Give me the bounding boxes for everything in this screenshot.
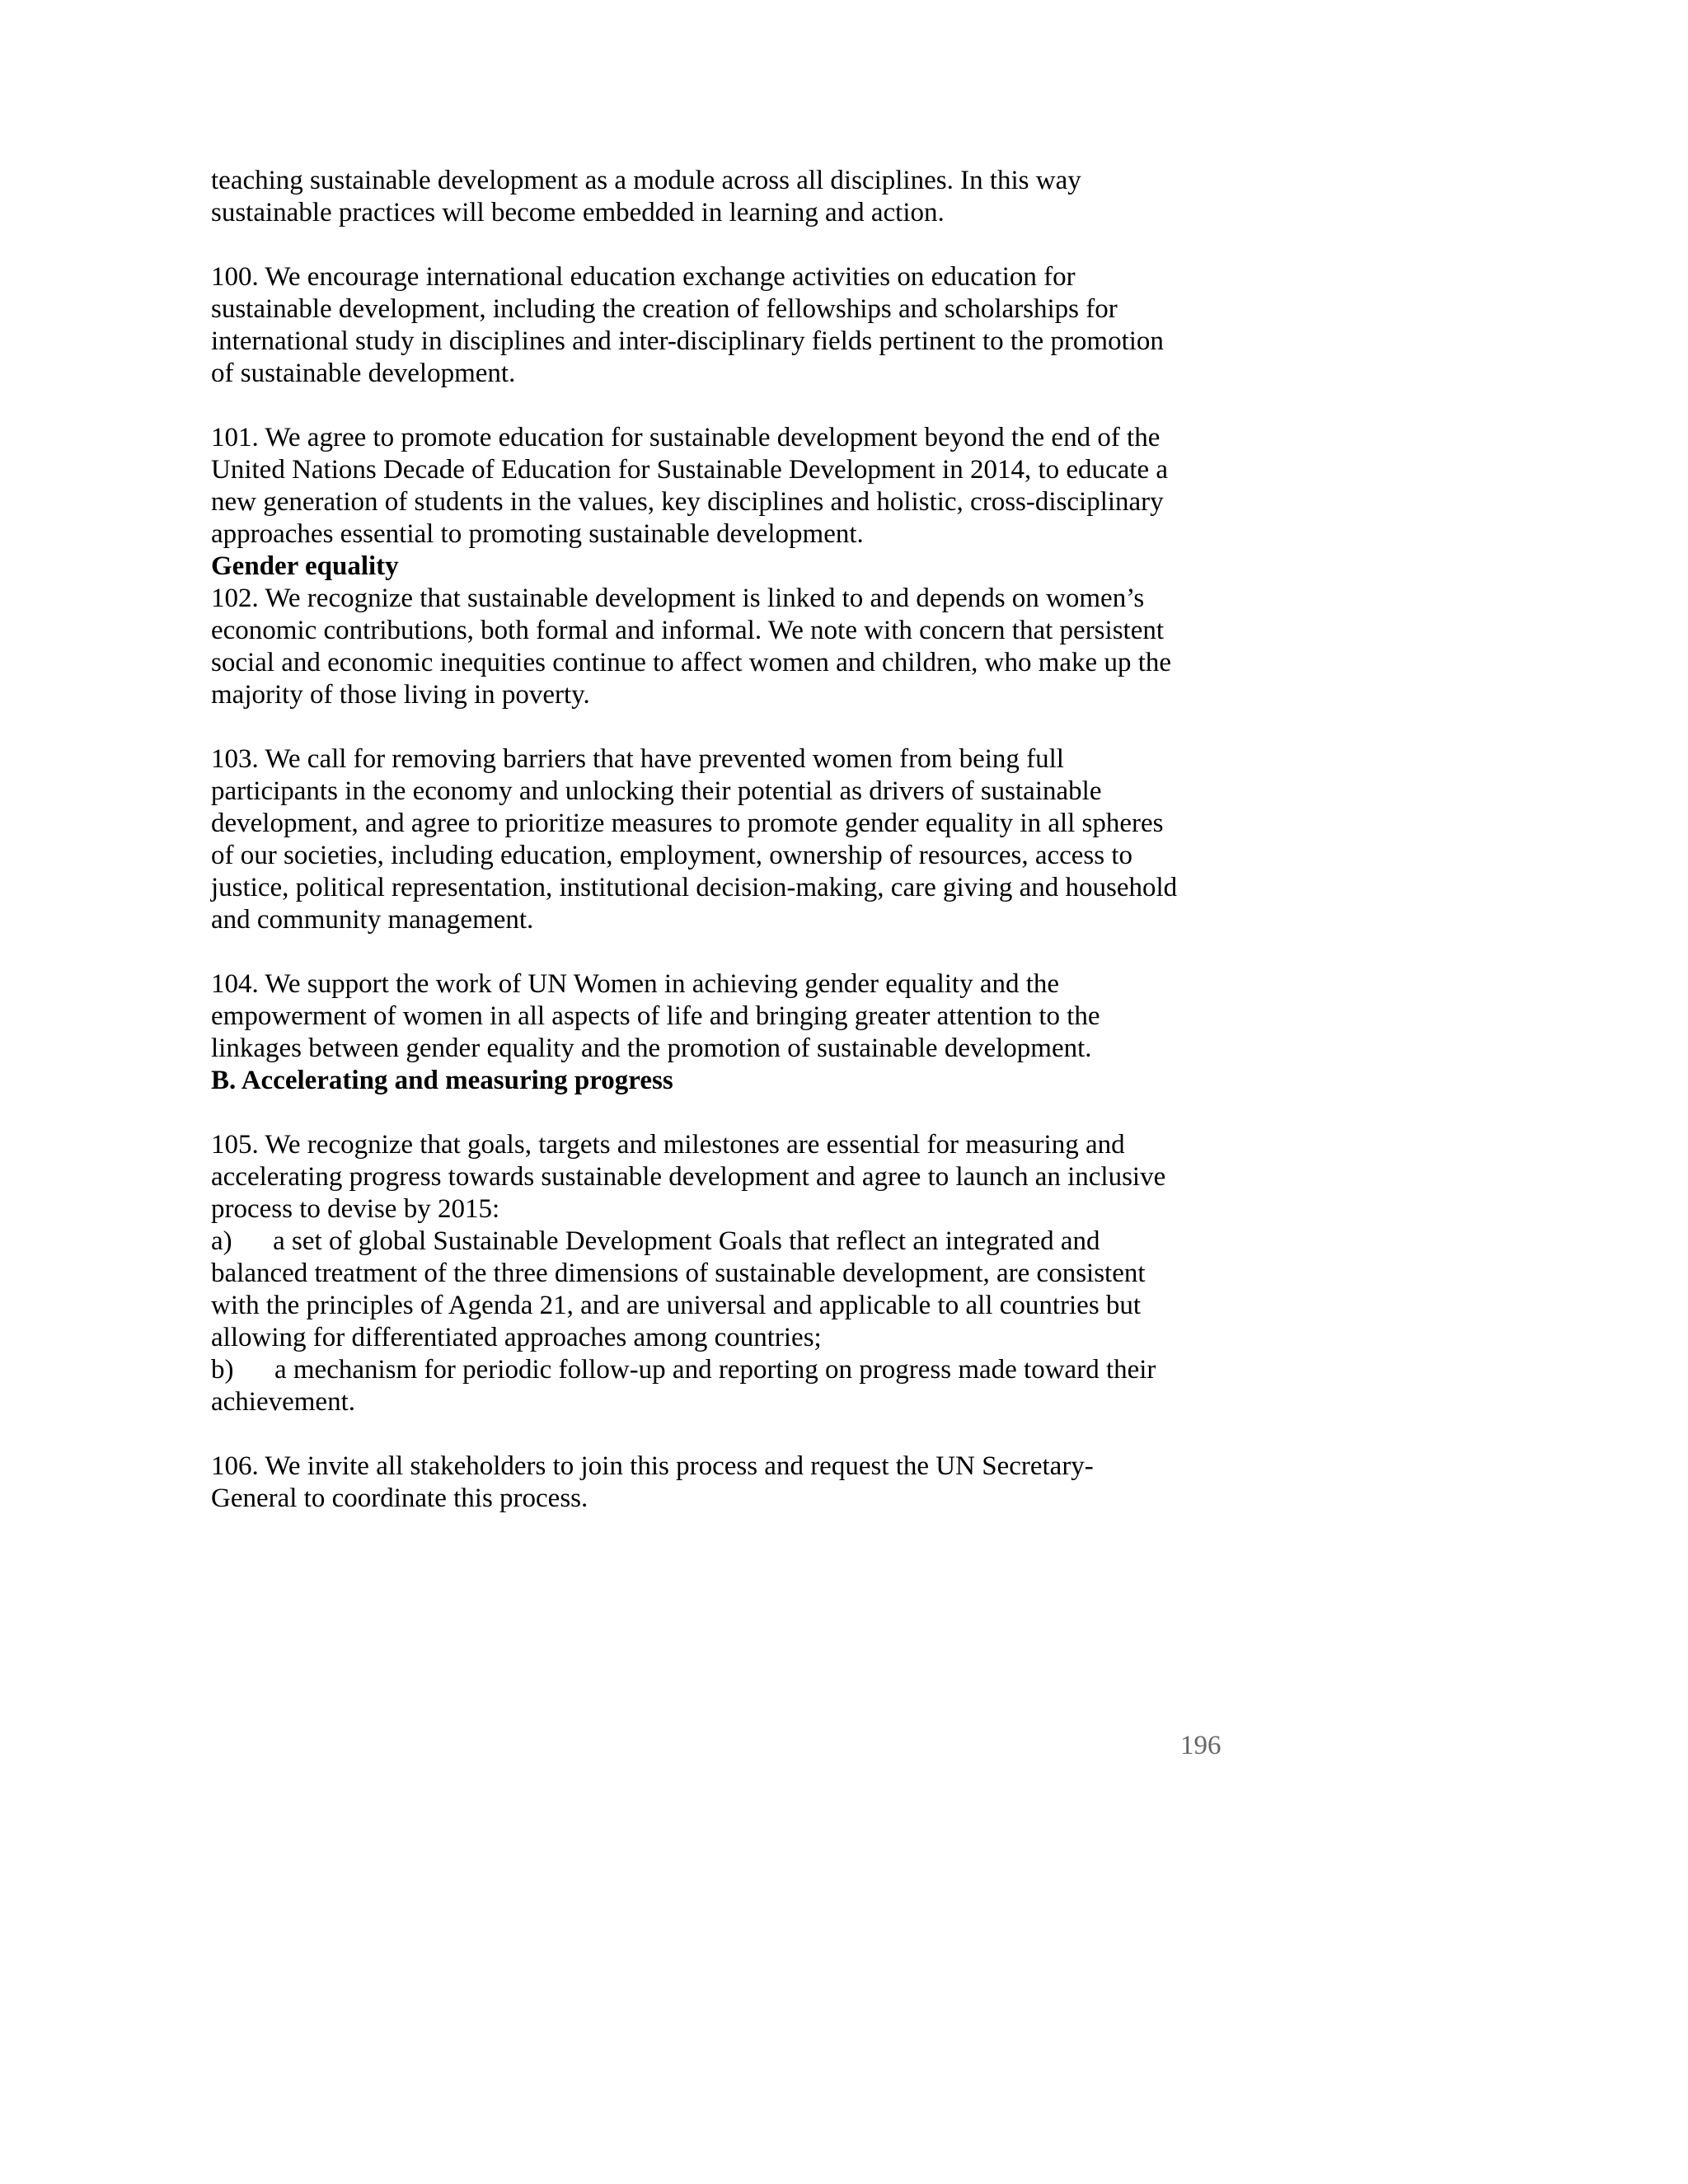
paragraph-106: 106. We invite all stakeholders to join this process and request the UN Secretary- General to coordinate this process. xyxy=(211,1451,1094,1513)
paragraph-intro: teaching sustainable development as a module across all disciplines. In this way sustainable practices will become embedded in learning and action. xyxy=(211,166,1081,227)
heading-accelerating-progress: B. Accelerating and measuring progress xyxy=(211,1066,673,1095)
paragraph-102: 102. We recognize that sustainable development is linked to and depends on women’s economic contributions, both formal and informal. We note with concern that persistent social and economic inequities continue to affect women and children, who make up the majority of those living in poverty. xyxy=(211,583,1172,710)
paragraph-105: 105. We recognize that goals, targets and milestones are essential for measuring and accelerating progress towards sustainable development and agree to launch an inclusive process to devise by 2015: xyxy=(211,1130,1166,1224)
paragraph-104: 104. We support the work of UN Women in achieving gender equality and the empowerment of women in all aspects of life and bringing greater attention to the linkages between gender equality and the promotion of sustainable development. xyxy=(211,969,1100,1063)
heading-gender-equality: Gender equality xyxy=(211,551,399,581)
paragraph-100: 100. We encourage international education exchange activities on education for sustainable development, including the creation of fellowships and scholarships for international study in disciplines and inter-disciplinary fields pertinent to the promotion of sustainable development. xyxy=(211,262,1164,388)
paragraph-101: 101. We agree to promote education for sustainable development beyond the end of the United Nations Decade of Education for Sustainable Development in 2014, to educate a new generation of students in the values, key disciplines and holistic, cross-disciplinary approaches essential to promoting sustainable development. xyxy=(211,423,1169,549)
list-item-a: a) a set of global Sustainable Development Goals that reflect an integrated and balanced treatment of the three dimensions of sustainable development, are consistent with the principles of Agenda 21, and are universal and applicable to all countries but allowing for differentiated approaches among countries; xyxy=(211,1226,1146,1352)
document-body xyxy=(211,165,1250,1515)
paragraph-103: 103. We call for removing barriers that have prevented women from being full participants in the economy and unlocking their potential as drivers of sustainable development, and agree to prioritize measures to promote gender equality in all spheres of our societies, including education, employment, ownership of resources, access to justice, political representation, institutional decision-making, care giving and household and community management. xyxy=(211,744,1178,935)
list-item-b: b) a mechanism for periodic follow-up and reporting on progress made toward their achievement. xyxy=(211,1355,1156,1417)
page-number: 196 xyxy=(1180,1731,1221,1760)
